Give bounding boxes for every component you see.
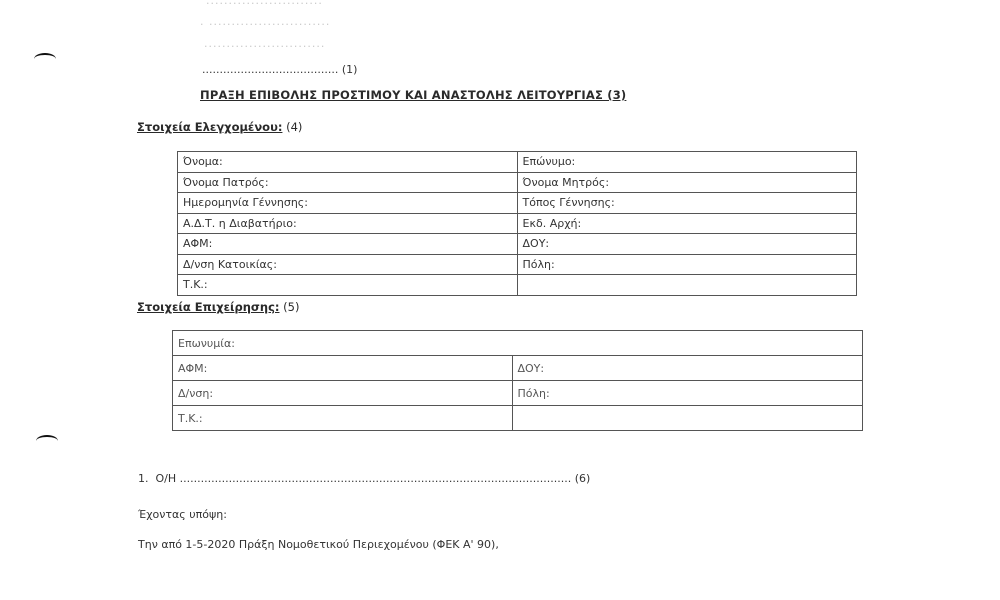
table-row [178,254,857,275]
table-row [173,381,863,406]
business-left-cell: ΑΦΜ: [173,356,513,381]
item-1-label: Ο/Η [155,472,177,485]
document-title: ΠΡΑΞΗ ΕΠΙΒΟΛΗΣ ΠΡΟΣΤΙΜΟΥ ΚΑΙ ΑΝΑΣΤΟΛΗΣ ΛΕΙΤΟΥΡΓΙΑΣ (3) [200,88,627,102]
table-row [173,331,863,356]
punch-mark-icon [36,435,58,447]
reference-dots: ....................................... [202,63,339,76]
inspected-left-cell: Δ/νση Κατοικίας: [178,254,518,275]
faint-header-line-3: ........................... [204,37,326,50]
inspected-left-cell: Όνομα Πατρός: [178,172,518,193]
business-table [172,330,863,431]
business-section-label [137,300,299,314]
inspected-left-cell: Α.Δ.Τ. η Διαβατήριο: [178,213,518,234]
table-row [178,275,857,296]
table-row [178,234,857,255]
legal-reference-text: Την από 1-5-2020 Πράξη Νομοθετικού Περιεχομένου (ΦΕΚ Α' 90), [138,538,499,551]
business-label-text: Στοιχεία Επιχείρησης: [137,300,280,314]
business-name-cell: Επωνυμία: [173,331,863,356]
inspected-left-cell: Όνομα: [178,152,518,173]
item-1-number: 1. [138,472,149,485]
business-right-cell: Πόλη: [512,381,863,406]
business-left-cell: Τ.Κ.: [173,406,513,431]
having-regard-text: Έχοντας υπόψη: [138,508,227,521]
table-row [178,172,857,193]
table-row [178,213,857,234]
item-1-line [138,472,590,485]
business-label-note: (5) [283,300,300,314]
inspected-right-cell: Επώνυμο: [517,152,856,173]
business-left-cell: Δ/νση: [173,381,513,406]
table-row [178,152,857,173]
inspected-left-cell: Τ.Κ.: [178,275,518,296]
faint-header-line-2: . ........................... [200,15,331,28]
reference-line [202,63,357,76]
inspected-section-label [137,120,302,134]
inspected-left-cell: Ημερομηνία Γέννησης: [178,193,518,214]
table-row [173,406,863,431]
inspected-right-cell: Όνομα Μητρός: [517,172,856,193]
business-right-cell: ΔΟΥ: [512,356,863,381]
inspected-right-cell: Εκδ. Αρχή: [517,213,856,234]
inspected-label-note: (4) [286,120,303,134]
inspected-right-cell: Πόλη: [517,254,856,275]
inspected-label-text: Στοιχεία Ελεγχομένου: [137,120,283,134]
inspected-right-cell [517,275,856,296]
item-1-dots: ................................................................................................................ [179,472,572,485]
table-row [178,193,857,214]
reference-note: (1) [341,63,358,76]
inspected-person-table [177,151,857,296]
table-row [173,356,863,381]
faint-header-line-1: .......................... [206,0,323,7]
item-1-note: (6) [574,472,591,485]
inspected-left-cell: ΑΦΜ: [178,234,518,255]
business-right-cell [512,406,863,431]
punch-mark-icon [34,53,56,65]
inspected-right-cell: Τόπος Γέννησης: [517,193,856,214]
inspected-right-cell: ΔΟΥ: [517,234,856,255]
